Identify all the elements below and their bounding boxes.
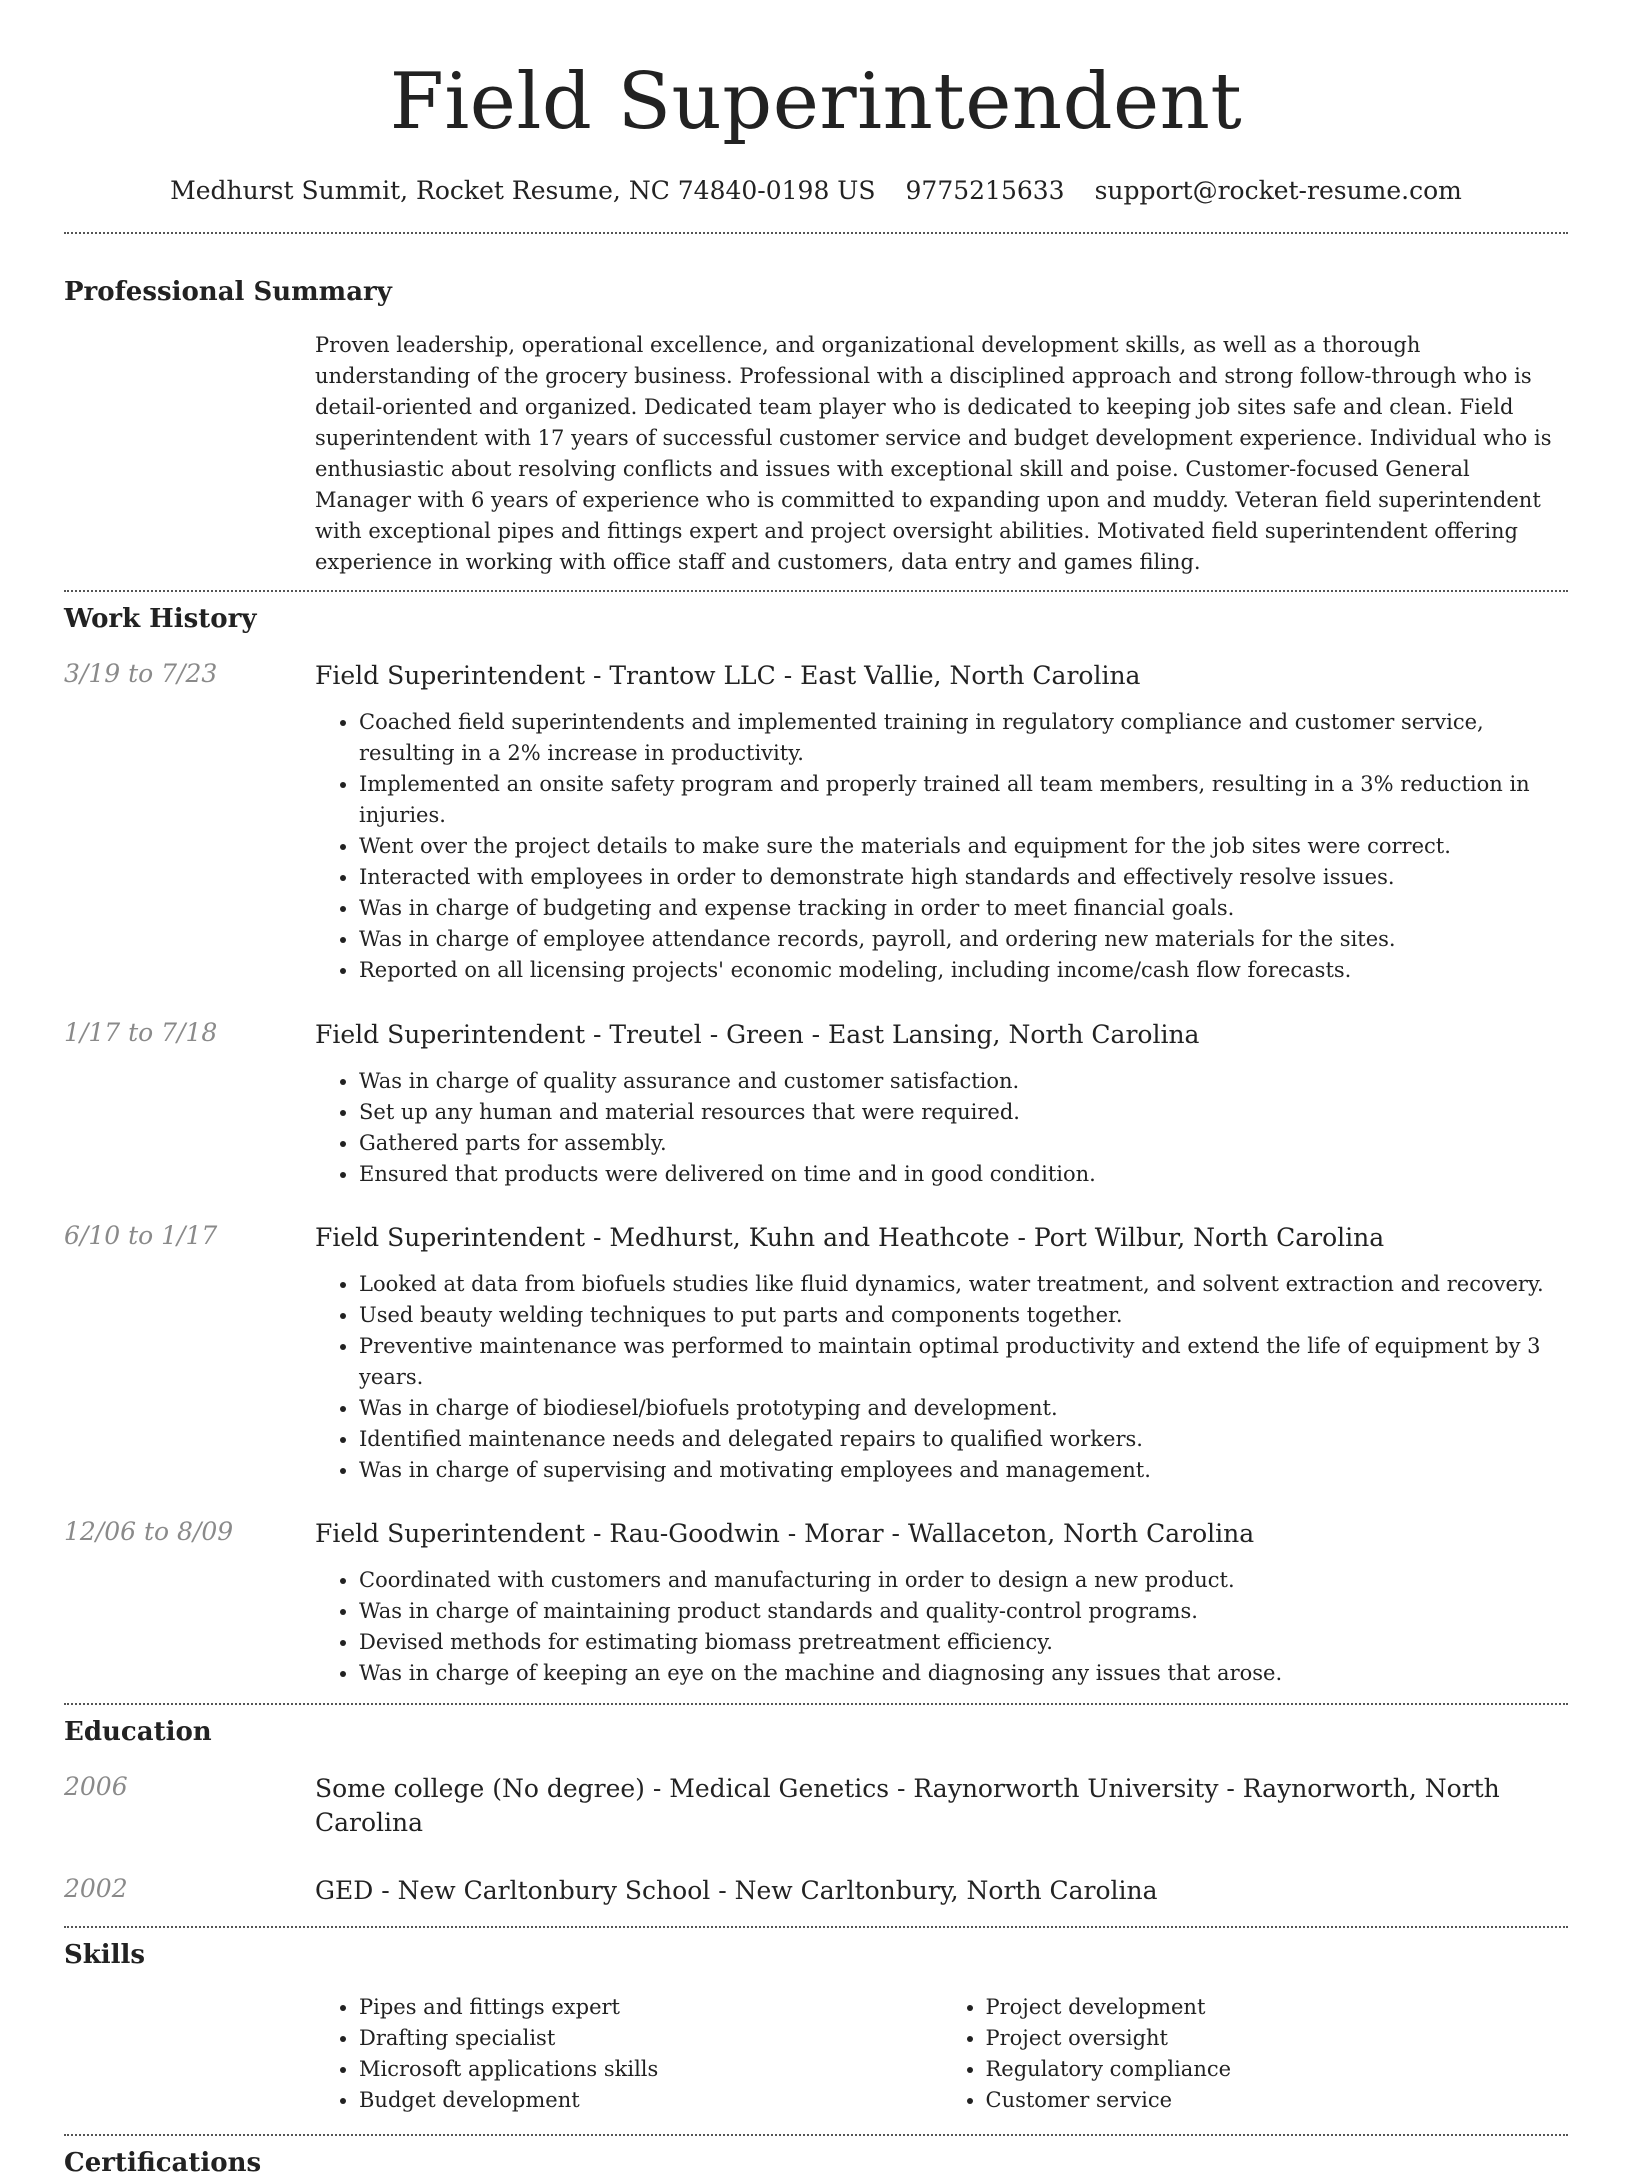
job-bullet: • Implemented an onsite safety program and properly trained all team members, resulting in a 3% reduction in injuries. bbox=[359, 769, 1568, 831]
job-bullet: • Coordinated with customers and manufacturing in order to design a new product. bbox=[359, 1565, 1568, 1596]
job-bullet: • Was in charge of biodiesel/biofuels prototyping and development. bbox=[359, 1393, 1568, 1424]
job-entry bbox=[0, 1517, 1632, 1689]
education-year: 2006 bbox=[64, 1772, 128, 1801]
resume-name: Field Superintendent bbox=[389, 57, 1243, 147]
skill-item: • Customer service bbox=[986, 2085, 1569, 2116]
job-bullet: • Used beauty welding techniques to put parts and components together. bbox=[359, 1300, 1568, 1331]
summary-text: Proven leadership, operational excellence, and organizational development skills, as well as a thorough understanding of the grocery business. Professional with a disciplined approach and strong follow-through who is detail-oriented and organized. Dedicated team player who is dedicated to keeping job sites safe and clean. Field superintendent with 17 years of successful customer service and budget development experience. Individual who is enthusiastic about resolving conflicts and issues with exceptional skill and poise. Customer-focused General Manager with 6 years of experience who is committed to expanding upon and muddy. Veteran field superintendent with exceptional pipes and fittings expert and project oversight abilities. Motivated field superintendent offering experience in working with office staff and customers, data entry and games filing. bbox=[315, 333, 1552, 574]
job-dates: 6/10 to 1/17 bbox=[64, 1221, 218, 1250]
job-bullet: • Set up any human and material resources that were required. bbox=[359, 1097, 1568, 1128]
skills-column-right bbox=[942, 1992, 1569, 2116]
job-entry bbox=[0, 659, 1632, 986]
divider bbox=[64, 1703, 1568, 1705]
section-title-certifications: Certifications bbox=[64, 2148, 262, 2178]
education-text: GED - New Carltonbury School - New Carltonbury, North Carolina bbox=[315, 1876, 1158, 1905]
skills-list bbox=[315, 1992, 1568, 2116]
job-entry bbox=[0, 1018, 1632, 1190]
job-bullet: • Was in charge of maintaining product standards and quality-control programs. bbox=[359, 1596, 1568, 1627]
job-title: Field Superintendent - Treutel - Green - East Lansing, North Carolina bbox=[315, 1020, 1200, 1049]
job-entry bbox=[0, 1221, 1632, 1486]
contact-email[interactable]: support@rocket-resume.com bbox=[1094, 176, 1462, 205]
skill-item: • Project oversight bbox=[986, 2023, 1569, 2054]
job-bullet: • Was in charge of keeping an eye on the machine and diagnosing any issues that arose. bbox=[359, 1658, 1568, 1689]
education-entry bbox=[0, 1772, 1632, 1840]
divider bbox=[64, 2134, 1568, 2136]
job-dates: 12/06 to 8/09 bbox=[64, 1517, 234, 1546]
section-title-work-history: Work History bbox=[64, 604, 257, 634]
education-text: Some college (No degree) - Medical Genetics - Raynorworth University - Raynorworth, North Carolina bbox=[315, 1774, 1500, 1837]
job-bullets bbox=[315, 1066, 1568, 1190]
contact-line bbox=[0, 174, 1632, 208]
contact-phone: 9775215633 bbox=[905, 176, 1065, 205]
job-title: Field Superintendent - Medhurst, Kuhn and Heathcote - Port Wilbur, North Carolina bbox=[315, 1223, 1385, 1252]
job-bullet: • Preventive maintenance was performed to maintain optimal productivity and extend the life of equipment by 3 years. bbox=[359, 1331, 1568, 1393]
job-bullet: • Was in charge of quality assurance and customer satisfaction. bbox=[359, 1066, 1568, 1097]
job-title: Field Superintendent - Trantow LLC - East Vallie, North Carolina bbox=[315, 661, 1141, 690]
job-dates: 1/17 to 7/18 bbox=[64, 1018, 218, 1047]
job-bullet: • Was in charge of supervising and motivating employees and management. bbox=[359, 1455, 1568, 1486]
job-bullet: • Went over the project details to make sure the materials and equipment for the job sites were correct. bbox=[359, 831, 1568, 862]
skill-item: • Pipes and fittings expert bbox=[359, 1992, 942, 2023]
contact-address: Medhurst Summit, Rocket Resume, NC 74840-0198 US bbox=[170, 176, 876, 205]
job-bullet: • Was in charge of budgeting and expense tracking in order to meet financial goals. bbox=[359, 893, 1568, 924]
job-title: Field Superintendent - Rau-Goodwin - Morar - Wallaceton, North Carolina bbox=[315, 1519, 1255, 1548]
skill-item: • Drafting specialist bbox=[359, 2023, 942, 2054]
job-bullet: • Reported on all licensing projects' economic modeling, including income/cash flow forecasts. bbox=[359, 955, 1568, 986]
job-bullet: • Looked at data from biofuels studies like fluid dynamics, water treatment, and solvent extraction and recovery. bbox=[359, 1269, 1568, 1300]
job-bullet: • Gathered parts for assembly. bbox=[359, 1128, 1568, 1159]
job-bullet: • Devised methods for estimating biomass pretreatment efficiency. bbox=[359, 1627, 1568, 1658]
section-title-summary: Professional Summary bbox=[64, 277, 392, 307]
section-title-education: Education bbox=[64, 1717, 212, 1747]
job-bullets bbox=[315, 1269, 1568, 1486]
job-bullets bbox=[315, 707, 1568, 986]
skills-column-left bbox=[315, 1992, 942, 2116]
job-bullet: • Ensured that products were delivered on time and in good condition. bbox=[359, 1159, 1568, 1190]
job-dates: 3/19 to 7/23 bbox=[64, 659, 218, 688]
skill-item: • Regulatory compliance bbox=[986, 2054, 1569, 2085]
divider bbox=[64, 1926, 1568, 1928]
skill-item: • Project development bbox=[986, 1992, 1569, 2023]
job-bullet: • Identified maintenance needs and delegated repairs to qualified workers. bbox=[359, 1424, 1568, 1455]
skill-item: • Microsoft applications skills bbox=[359, 2054, 942, 2085]
divider bbox=[64, 232, 1568, 234]
education-entry bbox=[0, 1874, 1632, 1908]
job-bullet: • Was in charge of employee attendance records, payroll, and ordering new materials for the sites. bbox=[359, 924, 1568, 955]
job-bullets bbox=[315, 1565, 1568, 1689]
job-bullet: • Coached field superintendents and implemented training in regulatory compliance and customer service, resulting in a 2% increase in productivity. bbox=[359, 707, 1568, 769]
section-title-skills: Skills bbox=[64, 1940, 146, 1970]
skill-item: • Budget development bbox=[359, 2085, 942, 2116]
education-year: 2002 bbox=[64, 1874, 128, 1903]
divider bbox=[64, 590, 1568, 592]
job-bullet: • Interacted with employees in order to demonstrate high standards and effectively resolve issues. bbox=[359, 862, 1568, 893]
